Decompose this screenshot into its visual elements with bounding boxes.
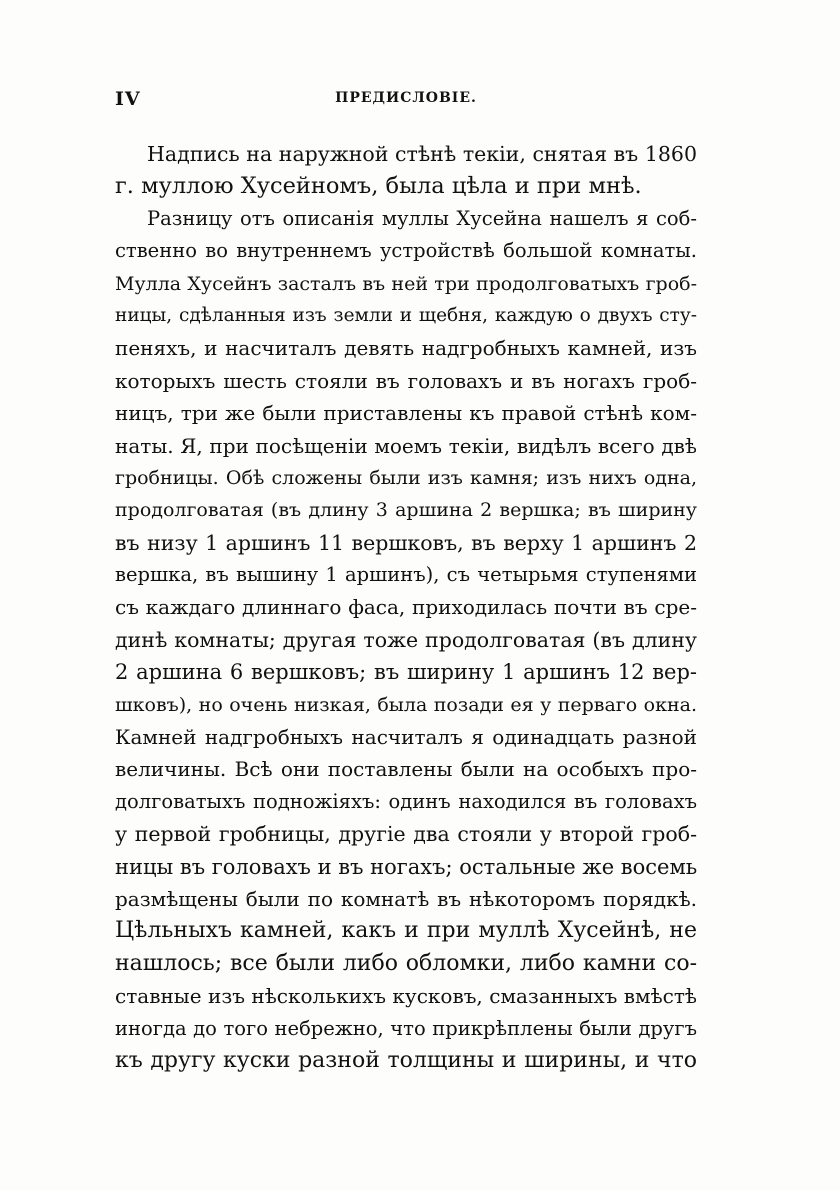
text-line: Надпись на наружной стѣнѣ текіи, снятая въ 1860 — [147, 142, 697, 166]
text-line: гробницы. Обѣ сложены были изъ камня; изъ нихъ одна, — [115, 466, 697, 489]
running-head: ПРЕДИСЛОВІЕ. — [335, 90, 477, 106]
text-line: ставные изъ нѣсколькихъ кусковъ, смазанныхъ вмѣстѣ — [115, 984, 697, 1009]
text-line: 2 аршина 6 вершковъ; въ ширину 1 аршинъ 12 вер- — [115, 660, 697, 685]
text-line: Цѣльныхъ камней, какъ и при муллѣ Хусейнѣ, не — [115, 918, 697, 944]
text-line: которыхъ шесть стояли въ головахъ и въ ногахъ гроб- — [115, 368, 697, 393]
text-line: шковъ), но очень низкая, была позади ея у перваго окна. — [115, 693, 697, 716]
text-line: г. муллою Хусейномъ, была цѣла и при мнѣ. — [115, 173, 642, 200]
text-line: нашлось; все были либо обломки, либо камни со- — [115, 950, 697, 976]
text-line: въ низу 1 аршинъ 11 вершковъ, въ верху 1 аршинъ 2 — [115, 530, 697, 555]
text-line: ницъ, три же были приставлены къ правой стѣнѣ ком- — [115, 401, 697, 426]
page-header — [115, 88, 697, 112]
text-line: долговатыхъ подножіяхъ: одинъ находился въ головахъ — [115, 789, 697, 813]
text-line: продолговатая (въ длину 3 аршина 2 вершка; въ ширину — [115, 499, 697, 522]
text-line: размѣщены были по комнатѣ въ нѣкоторомъ порядкѣ. — [115, 886, 697, 911]
text-line: Мулла Хусейнъ засталъ въ ней три продолговатыхъ гроб- — [115, 272, 697, 295]
text-line: иногда до того небрежно, что прикрѣплены были другъ — [115, 1016, 697, 1040]
body-text — [115, 138, 697, 1077]
text-line: ственно во внутреннемъ устройствѣ большой комнаты. — [115, 239, 697, 263]
text-line: пеняхъ, и насчиталъ девять надгробныхъ камней, изъ — [115, 336, 697, 361]
text-line: динѣ комнаты; другая тоже продолговатая (въ длину — [115, 627, 697, 652]
text-line: къ другу куски разной толщины и ширины, и что — [115, 1047, 697, 1073]
text-line: вершка, въ вышину 1 аршинъ), съ четырьмя ступенями — [115, 563, 697, 587]
text-line: Камней надгробныхъ насчиталъ я одинадцать разной — [115, 725, 697, 750]
page-number: IV — [115, 88, 141, 110]
text-line: ницы въ головахъ и въ ногахъ; остальные же восемь — [115, 854, 697, 879]
text-line: у первой гробницы, другіе два стояли у второй гроб- — [115, 822, 697, 847]
text-line: съ каждаго длиннаго фаса, приходилась почти въ сре- — [115, 595, 697, 620]
text-line: Разницу отъ описанія муллы Хусейна нашелъ я соб- — [147, 206, 697, 230]
text-line: величины. Всѣ они поставлены были на особыхъ про- — [115, 757, 697, 782]
text-line: ницы, сдѣланныя изъ земли и щебня, каждую о двухъ сту- — [115, 304, 697, 326]
text-line: наты. Я, при посѣщеніи моемъ текіи, видѣлъ всего двѣ — [115, 433, 697, 458]
